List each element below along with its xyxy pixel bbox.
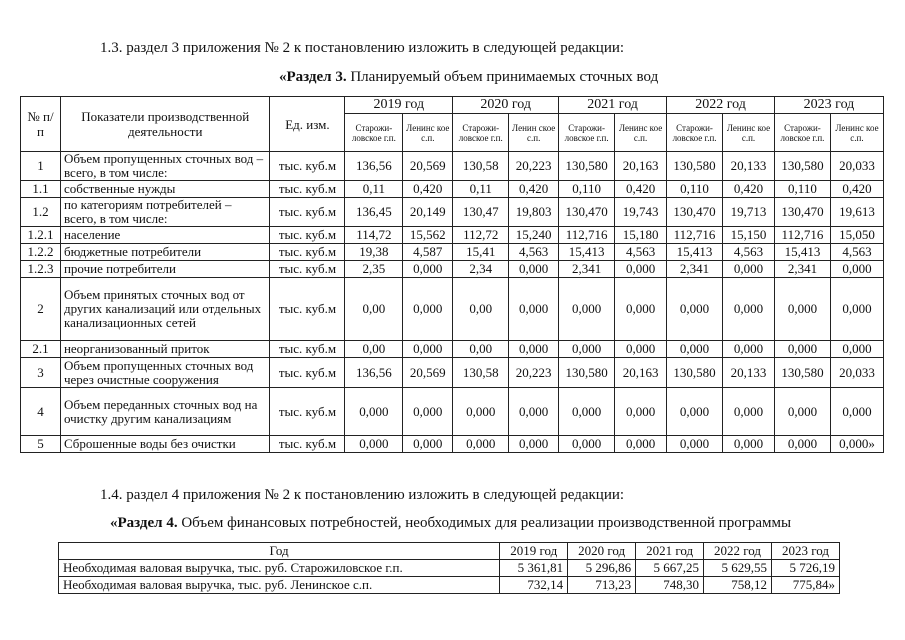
row-value: 20,133 bbox=[723, 358, 775, 388]
row-indicator: бюджетные потребители bbox=[60, 244, 270, 261]
row-value: 2,35 bbox=[345, 261, 403, 278]
row-value: 2,341 bbox=[667, 261, 723, 278]
row-indicator: Объем пропущенных сточных вод – всего, в том числе: bbox=[60, 152, 270, 181]
t2-year-2020: 2020 год bbox=[568, 543, 636, 560]
row-value: 758,12 bbox=[704, 577, 772, 594]
row-value: 0,000 bbox=[345, 388, 403, 436]
row-value: 136,45 bbox=[345, 198, 403, 227]
row-value: 0,000 bbox=[830, 278, 883, 341]
row-value: 114,72 bbox=[345, 227, 403, 244]
row-value: 15,180 bbox=[615, 227, 667, 244]
table-row bbox=[21, 388, 884, 436]
table-row bbox=[21, 244, 884, 261]
row-indicator: по категориям потребителей – всего, в том числе: bbox=[60, 198, 270, 227]
row-value: 15,413 bbox=[774, 244, 830, 261]
row-value: 0,000 bbox=[830, 388, 883, 436]
row-indicator: Объем принятых сточных вод от других канализаций или отдельных канализационных сетей bbox=[60, 278, 270, 341]
row-value: 0,000 bbox=[723, 278, 775, 341]
subheader-starozhilovskoe: Старожи-ловское г.п. bbox=[345, 114, 403, 152]
header-year-2020: 2020 год bbox=[453, 97, 559, 114]
row-value: 20,223 bbox=[509, 358, 559, 388]
row-indicator: население bbox=[60, 227, 270, 244]
subheader-starozhilovskoe: Старожи-ловское г.п. bbox=[559, 114, 615, 152]
row-value: 0,000 bbox=[667, 278, 723, 341]
row-label: Необходимая валовая выручка, тыс. руб. Ленинское с.п. bbox=[59, 577, 500, 594]
row-value: 0,000 bbox=[403, 436, 453, 453]
row-value: 20,569 bbox=[403, 358, 453, 388]
row-number: 1 bbox=[21, 152, 61, 181]
row-indicator: прочие потребители bbox=[60, 261, 270, 278]
row-value: 4,563 bbox=[509, 244, 559, 261]
row-indicator: неорганизованный приток bbox=[60, 341, 270, 358]
row-label: Необходимая валовая выручка, тыс. руб. Старожиловское г.п. bbox=[59, 560, 500, 577]
row-number: 2 bbox=[21, 278, 61, 341]
row-value: 112,716 bbox=[667, 227, 723, 244]
row-indicator: собственные нужды bbox=[60, 181, 270, 198]
row-value: 20,569 bbox=[403, 152, 453, 181]
header-year-2019: 2019 год bbox=[345, 97, 453, 114]
row-value: 0,000 bbox=[723, 436, 775, 453]
row-value: 4,563 bbox=[723, 244, 775, 261]
header-unit: Ед. изм. bbox=[270, 97, 345, 152]
row-value: 0,11 bbox=[345, 181, 403, 198]
subheader-leninskoe: Ленинс кое с.п. bbox=[723, 114, 775, 152]
table-row bbox=[21, 198, 884, 227]
row-value: 5 629,55 bbox=[704, 560, 772, 577]
header-num: № п/п bbox=[21, 97, 61, 152]
row-value: 0,00 bbox=[345, 278, 403, 341]
row-unit: тыс. куб.м bbox=[270, 181, 345, 198]
table-row bbox=[21, 261, 884, 278]
row-value: 0,000 bbox=[774, 388, 830, 436]
row-value: 136,56 bbox=[345, 358, 403, 388]
table-row bbox=[59, 560, 840, 577]
row-value: 20,149 bbox=[403, 198, 453, 227]
t2-year-2023: 2023 год bbox=[771, 543, 839, 560]
row-value: 0,000 bbox=[509, 436, 559, 453]
row-number: 4 bbox=[21, 388, 61, 436]
row-value: 0,000 bbox=[559, 388, 615, 436]
row-value: 112,716 bbox=[559, 227, 615, 244]
subheader-starozhilovskoe: Старожи-ловское г.п. bbox=[774, 114, 830, 152]
row-value: 4,563 bbox=[615, 244, 667, 261]
row-number: 1.1 bbox=[21, 181, 61, 198]
row-value: 0,000 bbox=[615, 261, 667, 278]
table-row bbox=[21, 152, 884, 181]
row-value: 5 726,19 bbox=[771, 560, 839, 577]
row-value: 20,163 bbox=[615, 152, 667, 181]
row-value: 0,000 bbox=[667, 341, 723, 358]
subheader-leninskoe: Ленинс кое с.п. bbox=[615, 114, 667, 152]
row-indicator: Объем пропущенных сточных вод через очистные сооружения bbox=[60, 358, 270, 388]
row-value: 15,41 bbox=[453, 244, 509, 261]
row-number: 3 bbox=[21, 358, 61, 388]
row-value: 0,000 bbox=[403, 388, 453, 436]
row-value: 15,150 bbox=[723, 227, 775, 244]
t2-year-2019: 2019 год bbox=[500, 543, 568, 560]
row-value: 4,587 bbox=[403, 244, 453, 261]
row-value: 15,413 bbox=[559, 244, 615, 261]
row-value: 130,580 bbox=[667, 358, 723, 388]
row-value: 0,000 bbox=[559, 436, 615, 453]
t2-year-2021: 2021 год bbox=[636, 543, 704, 560]
row-value: 0,000 bbox=[509, 341, 559, 358]
table-row bbox=[21, 181, 884, 198]
row-value: 0,000 bbox=[774, 278, 830, 341]
row-value: 130,580 bbox=[774, 152, 830, 181]
row-value: 15,240 bbox=[509, 227, 559, 244]
row-value: 0,110 bbox=[667, 181, 723, 198]
row-value: 0,420 bbox=[615, 181, 667, 198]
subheader-starozhilovskoe: Старожи-ловское г.п. bbox=[453, 114, 509, 152]
row-value: 732,14 bbox=[500, 577, 568, 594]
row-value: 130,470 bbox=[774, 198, 830, 227]
header-year-2022: 2022 год bbox=[667, 97, 775, 114]
row-value: 775,84» bbox=[771, 577, 839, 594]
row-unit: тыс. куб.м bbox=[270, 358, 345, 388]
row-value: 0,420 bbox=[509, 181, 559, 198]
row-value: 0,000 bbox=[345, 436, 403, 453]
row-value: 2,341 bbox=[559, 261, 615, 278]
row-number: 1.2.1 bbox=[21, 227, 61, 244]
header-year-2023: 2023 год bbox=[774, 97, 883, 114]
row-unit: тыс. куб.м bbox=[270, 198, 345, 227]
row-value: 0,000 bbox=[774, 341, 830, 358]
row-value: 112,72 bbox=[453, 227, 509, 244]
t2-year-2022: 2022 год bbox=[704, 543, 772, 560]
section-3-label: «Раздел 3. bbox=[279, 69, 347, 85]
subheader-leninskoe: Ленинс кое с.п. bbox=[403, 114, 453, 152]
row-value: 130,470 bbox=[667, 198, 723, 227]
section-4-text: Объем финансовых потребностей, необходимых для реализации производственной программы bbox=[177, 515, 792, 531]
row-value: 20,133 bbox=[723, 152, 775, 181]
row-number: 1.2.3 bbox=[21, 261, 61, 278]
row-value: 0,000 bbox=[559, 278, 615, 341]
row-value: 748,30 bbox=[636, 577, 704, 594]
header-year-2021: 2021 год bbox=[559, 97, 667, 114]
row-value: 2,341 bbox=[774, 261, 830, 278]
financial-needs-table bbox=[58, 542, 840, 594]
row-value: 20,033 bbox=[830, 358, 883, 388]
row-number: 2.1 bbox=[21, 341, 61, 358]
wastewater-volume-table bbox=[20, 96, 884, 453]
header-year-label: Год bbox=[59, 543, 500, 560]
row-unit: тыс. куб.м bbox=[270, 388, 345, 436]
table-row bbox=[21, 227, 884, 244]
section-3-text: Планируемый объем принимаемых сточных вод bbox=[346, 69, 659, 85]
row-value: 0,110 bbox=[774, 181, 830, 198]
row-indicator: Объем переданных сточных вод на очистку другим канализациям bbox=[60, 388, 270, 436]
row-value: 0,000 bbox=[559, 341, 615, 358]
row-value: 0,000 bbox=[403, 341, 453, 358]
row-value: 0,000 bbox=[774, 436, 830, 453]
paragraph-1-3: 1.3. раздел 3 приложения № 2 к постановлению изложить в следующей редакции: bbox=[100, 40, 625, 56]
row-value: 112,716 bbox=[774, 227, 830, 244]
table-row bbox=[21, 358, 884, 388]
row-value: 0,000 bbox=[615, 341, 667, 358]
row-value: 136,56 bbox=[345, 152, 403, 181]
row-value: 130,58 bbox=[453, 358, 509, 388]
row-value: 15,413 bbox=[667, 244, 723, 261]
row-value: 19,713 bbox=[723, 198, 775, 227]
row-value: 20,033 bbox=[830, 152, 883, 181]
row-value: 0,110 bbox=[559, 181, 615, 198]
row-value: 130,580 bbox=[774, 358, 830, 388]
row-value: 19,613 bbox=[830, 198, 883, 227]
subheader-starozhilovskoe: Старожи-ловское г.п. bbox=[667, 114, 723, 152]
row-value: 0,000 bbox=[723, 388, 775, 436]
row-unit: тыс. куб.м bbox=[270, 341, 345, 358]
row-value: 19,743 bbox=[615, 198, 667, 227]
row-unit: тыс. куб.м bbox=[270, 436, 345, 453]
row-number: 1.2.2 bbox=[21, 244, 61, 261]
row-value: 0,000 bbox=[723, 261, 775, 278]
row-value: 5 361,81 bbox=[500, 560, 568, 577]
subheader-leninskoe: Ленин ское с.п. bbox=[509, 114, 559, 152]
row-value: 0,000 bbox=[830, 261, 883, 278]
row-value: 0,420 bbox=[830, 181, 883, 198]
row-value: 130,58 bbox=[453, 152, 509, 181]
row-value: 15,050 bbox=[830, 227, 883, 244]
row-value: 0,00 bbox=[453, 341, 509, 358]
row-value: 20,223 bbox=[509, 152, 559, 181]
section-4-label: «Раздел 4. bbox=[110, 515, 178, 531]
row-value: 0,00 bbox=[345, 341, 403, 358]
row-value: 130,470 bbox=[559, 198, 615, 227]
row-value: 0,000 bbox=[509, 261, 559, 278]
row-value: 0,000 bbox=[723, 341, 775, 358]
row-value: 0,000 bbox=[509, 278, 559, 341]
row-value: 0,000 bbox=[667, 388, 723, 436]
row-value: 19,38 bbox=[345, 244, 403, 261]
subheader-leninskoe: Ленинс кое с.п. bbox=[830, 114, 883, 152]
table-row bbox=[59, 577, 840, 594]
row-value: 0,000 bbox=[667, 436, 723, 453]
table-row bbox=[21, 341, 884, 358]
row-value: 4,563 bbox=[830, 244, 883, 261]
row-unit: тыс. куб.м bbox=[270, 152, 345, 181]
row-value: 5 667,25 bbox=[636, 560, 704, 577]
row-value: 0,000 bbox=[830, 341, 883, 358]
section-4-title bbox=[110, 515, 791, 532]
row-value: 0,000 bbox=[403, 278, 453, 341]
paragraph-1-4: 1.4. раздел 4 приложения № 2 к постановлению изложить в следующей редакции: bbox=[100, 487, 625, 503]
row-value: 0,000» bbox=[830, 436, 883, 453]
table-row bbox=[21, 436, 884, 453]
row-number: 1.2 bbox=[21, 198, 61, 227]
table2-header-row bbox=[59, 543, 840, 560]
row-value: 0,420 bbox=[723, 181, 775, 198]
row-value: 5 296,86 bbox=[568, 560, 636, 577]
row-value: 0,000 bbox=[615, 388, 667, 436]
row-value: 0,000 bbox=[453, 388, 509, 436]
section-3-title bbox=[279, 69, 658, 86]
row-value: 0,000 bbox=[403, 261, 453, 278]
row-unit: тыс. куб.м bbox=[270, 261, 345, 278]
row-value: 0,000 bbox=[509, 388, 559, 436]
row-unit: тыс. куб.м bbox=[270, 227, 345, 244]
row-value: 15,562 bbox=[403, 227, 453, 244]
row-value: 0,11 bbox=[453, 181, 509, 198]
row-value: 19,803 bbox=[509, 198, 559, 227]
row-value: 0,00 bbox=[453, 278, 509, 341]
row-value: 20,163 bbox=[615, 358, 667, 388]
row-value: 0,000 bbox=[615, 436, 667, 453]
row-value: 0,000 bbox=[615, 278, 667, 341]
table1-header-row bbox=[21, 97, 884, 114]
header-indicator: Показатели производственной деятельности bbox=[60, 97, 270, 152]
row-value: 0,420 bbox=[403, 181, 453, 198]
row-value: 130,47 bbox=[453, 198, 509, 227]
row-value: 2,34 bbox=[453, 261, 509, 278]
row-value: 130,580 bbox=[559, 152, 615, 181]
row-unit: тыс. куб.м bbox=[270, 278, 345, 341]
table-row bbox=[21, 278, 884, 341]
row-value: 713,23 bbox=[568, 577, 636, 594]
row-number: 5 bbox=[21, 436, 61, 453]
row-value: 130,580 bbox=[667, 152, 723, 181]
row-unit: тыс. куб.м bbox=[270, 244, 345, 261]
row-indicator: Сброшенные воды без очистки bbox=[60, 436, 270, 453]
row-value: 0,000 bbox=[453, 436, 509, 453]
row-value: 130,580 bbox=[559, 358, 615, 388]
